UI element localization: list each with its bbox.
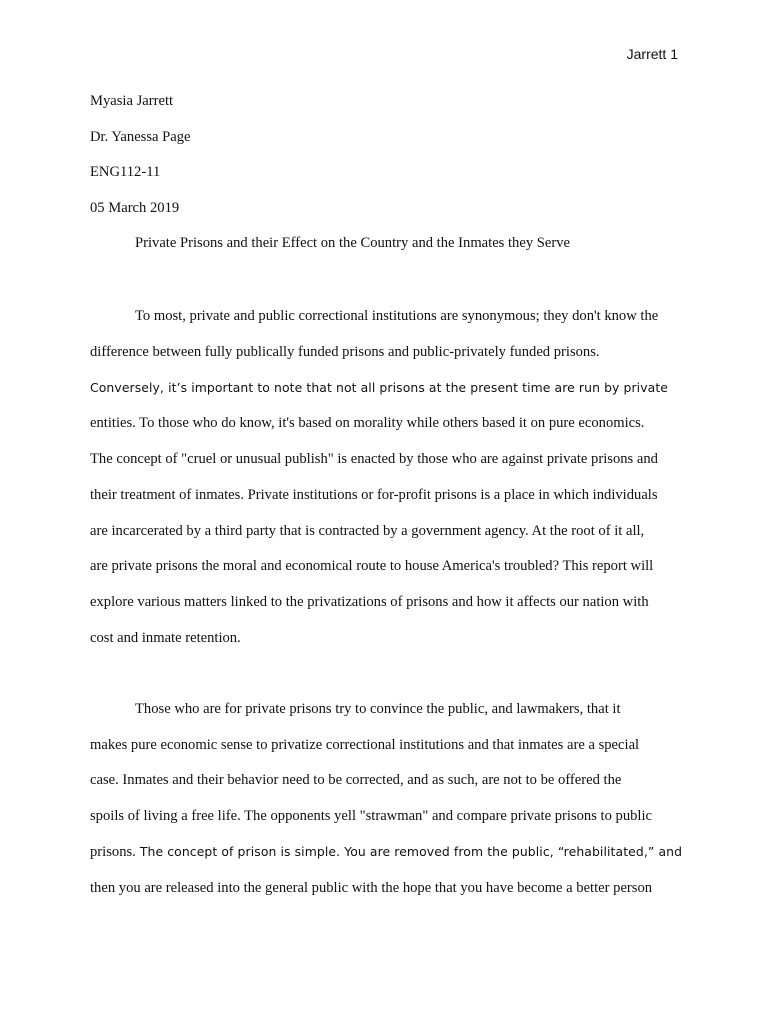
paragraph-2-line-4: spoils of living a free life. The opponents yell "strawman" and compare private prisons to public [90,808,653,824]
essay-title: Private Prisons and their Effect on the Country and the Inmates they Serve [135,235,571,251]
paragraph-2-line-5-rest: The concept of prison is simple. You are removed from the public, “rehabilitated,” and [135,844,683,859]
paragraph-2-line-6: then you are released into the general public with the hope that you have become a better person [90,880,653,896]
paragraph-2-line-5 [90,843,683,861]
paragraph-1-line-6: their treatment of inmates. Private institutions or for-profit prisons is a place in which individuals [90,487,658,503]
instructor-name: Dr. Yanessa Page [90,128,191,145]
paragraph-1-line-2: difference between fully publically funded prisons and public-privately funded prisons. [90,344,600,360]
paragraph-1-line-7: are incarcerated by a third party that is contracted by a government agency. At the root of it all, [90,523,645,539]
course-code: ENG112-11 [90,164,161,180]
paragraph-2-line-5-start: prisons. [90,844,136,860]
paragraph-1-line-8: are private prisons the moral and economical route to house America's troubled? This report will [90,558,654,574]
essay-date: 05 March 2019 [90,199,180,216]
paragraph-1-line-10: cost and inmate retention. [90,630,241,646]
paragraph-2-line-2: makes pure economic sense to privatize correctional institutions and that inmates are a special [90,737,640,753]
mla-heading [90,92,680,234]
paragraph-2-line-3: case. Inmates and their behavior need to be corrected, and as such, are not to be offered the [90,772,622,788]
paragraph-1-line-9: explore various matters linked to the privatizations of prisons and how it affects our nation with [90,594,649,610]
paragraph-1-line-4: entities. To those who do know, it's based on morality while others based it on pure economics. [90,415,645,431]
paragraph-1-line-5: The concept of "cruel or unusual publish" is enacted by those who are against private prisons and [90,451,658,467]
running-header: Jarrett 1 [626,46,678,62]
paragraph-1-line-3: Conversely, it’s important to note that not all prisons at the present time are run by private [90,380,669,395]
paragraph-1-line-1: To most, private and public correctional institutions are synonymous; they don't know the [135,308,659,324]
paragraph-2-line-1: Those who are for private prisons try to convince the public, and lawmakers, that it [135,701,621,717]
author-name: Myasia Jarrett [90,93,174,109]
